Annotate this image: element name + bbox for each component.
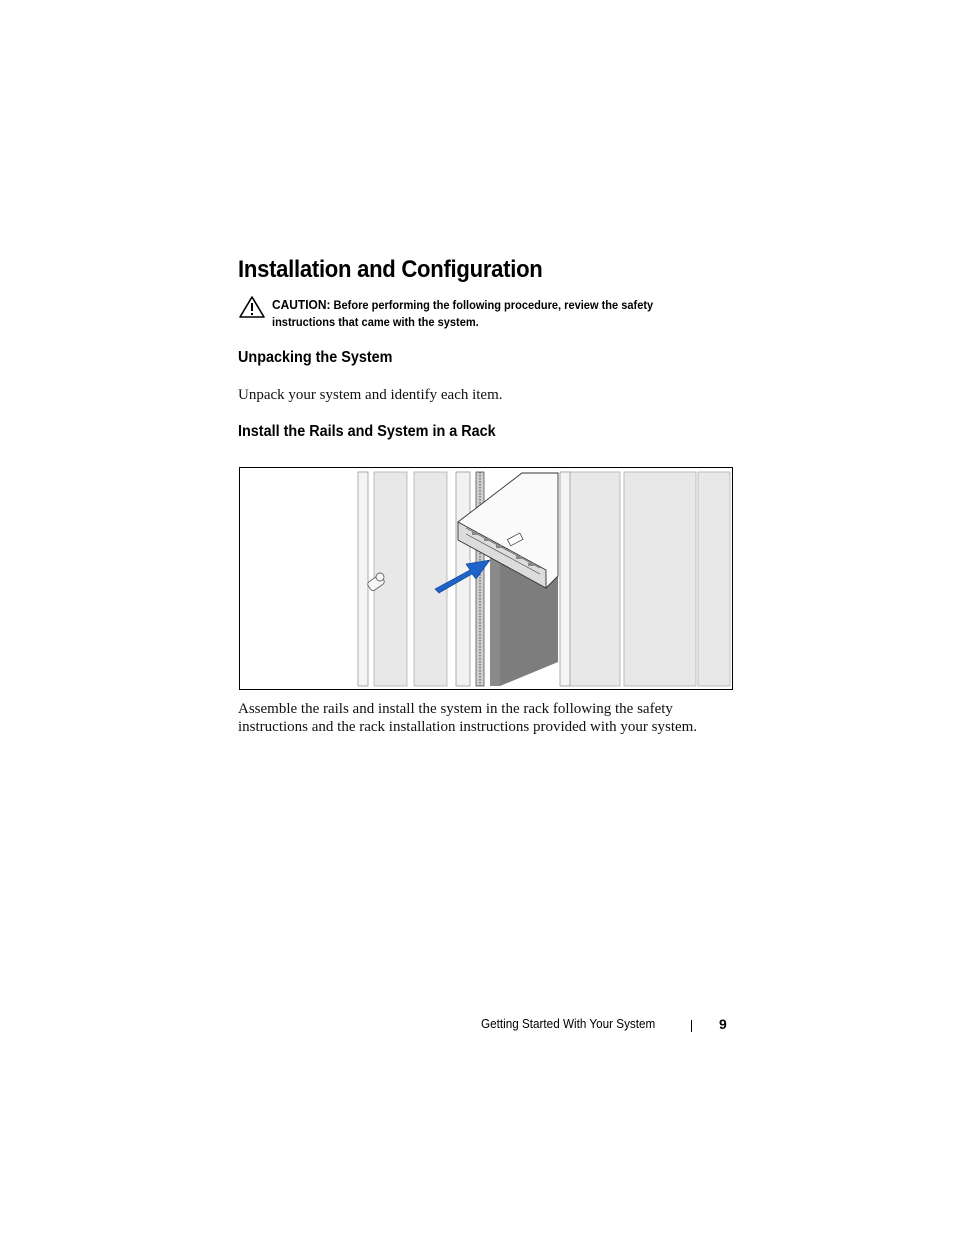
caution-text-block	[272, 296, 704, 331]
rails-body-text-line-1: Assemble the rails and install the system in the rack following the safety	[238, 701, 673, 717]
footer-separator	[691, 1020, 692, 1032]
section-heading-unpacking: Unpacking the System	[238, 349, 393, 366]
unpacking-body-text: Unpack your system and identify each item.	[238, 387, 503, 403]
rack-installation-illustration	[240, 468, 733, 690]
page-number: 9	[719, 1016, 727, 1032]
page-footer	[0, 1016, 954, 1036]
footer-title: Getting Started With Your System	[481, 1016, 656, 1031]
caution-text: Before performing the following procedure, review the safety instructions that came with the system.	[272, 298, 654, 329]
rack-installation-figure	[239, 467, 733, 690]
rails-body-text-line-2: instructions and the rack installation instructions provided with your system.	[238, 719, 698, 735]
page-title: Installation and Configuration	[238, 256, 543, 283]
warning-triangle-icon	[238, 295, 266, 319]
caution-label: CAUTION:	[272, 297, 331, 312]
section-heading-rails: Install the Rails and System in a Rack	[238, 423, 496, 440]
